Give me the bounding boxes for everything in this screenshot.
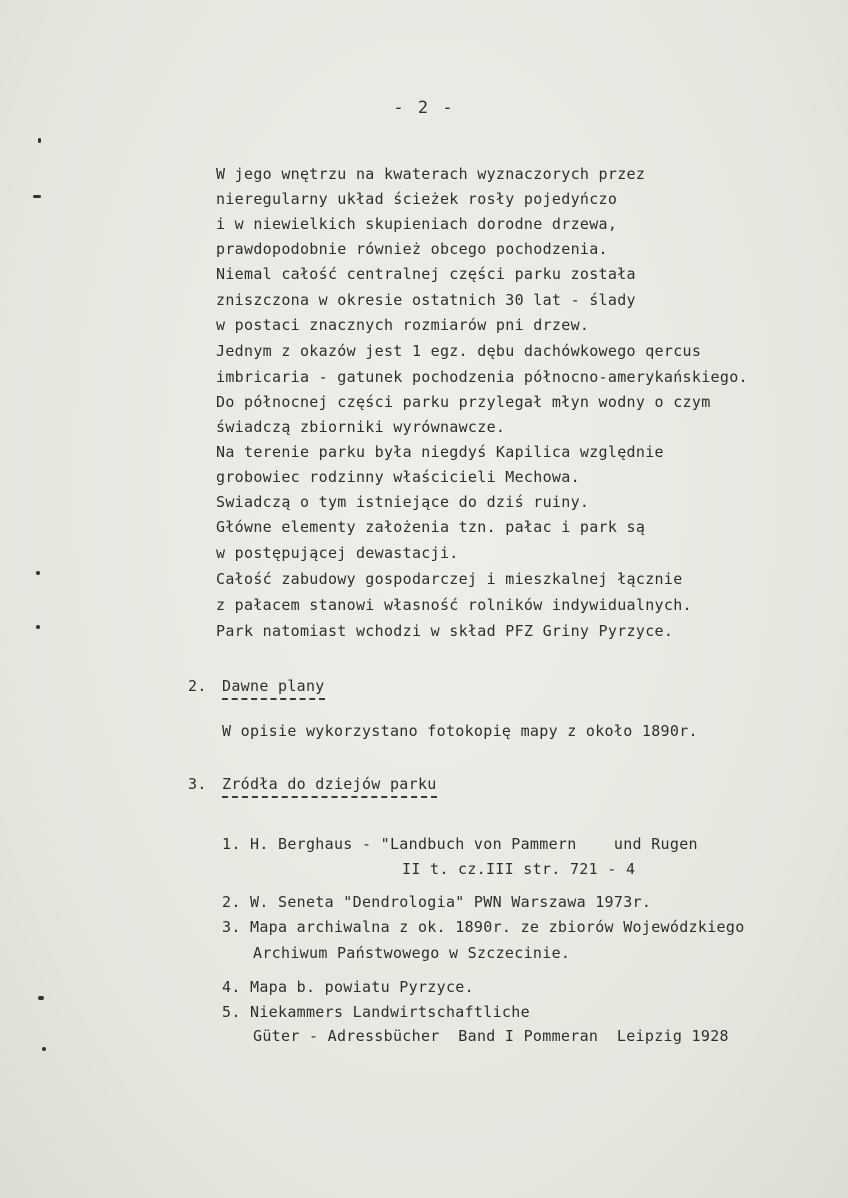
body-line: nieregularny układ ścieżek rosły pojedyńczo [216, 190, 618, 208]
body-line: świadczą zbiorniki wyrównawcze. [216, 418, 506, 436]
body-line: Do północnej części parku przylegał młyn wodny o czym [216, 393, 711, 411]
section-number: 3. [188, 775, 207, 793]
body-line: imbricaria - gatunek pochodzenia północno-amerykańskiego. [216, 368, 748, 386]
margin-mark [38, 996, 44, 1000]
body-line: zniszczona w okresie ostatnich 30 lat - ślady [216, 291, 636, 309]
body-line: z pałacem stanowi własność rolników indywidualnych. [216, 596, 692, 614]
page-number: - 2 - [393, 98, 455, 118]
body-line: w postępującej dewastacji. [216, 544, 459, 562]
section-text: W opisie wykorzystano fotokopię mapy z około 1890r. [222, 722, 698, 740]
body-line: W jego wnętrzu na kwaterach wyznaczorych przez [216, 165, 646, 183]
section-number: 2. [188, 677, 207, 695]
margin-mark [36, 571, 40, 575]
source-item-continuation: Archiwum Państwowego w Szczecinie. [253, 944, 571, 962]
margin-mark [33, 195, 41, 198]
body-line: Główne elementy założenia tzn. pałac i park są [216, 518, 646, 536]
source-item-continuation: II t. cz.III str. 721 - 4 [402, 860, 636, 878]
section-heading: Zródła do dziejów parku [222, 775, 437, 798]
section-heading: Dawne plany [222, 677, 325, 700]
source-item: 2. W. Seneta "Dendrologia" PWN Warszawa 1973r. [222, 893, 652, 911]
margin-mark [36, 625, 40, 629]
source-item: 4. Mapa b. powiatu Pyrzyce. [222, 978, 474, 996]
body-line: w postaci znacznych rozmiarów pni drzew. [216, 316, 590, 334]
body-line: Na terenie parku była niegdyś Kapilica względnie [216, 443, 664, 461]
body-line: prawdopodobnie również obcego pochodzenia. [216, 240, 608, 258]
body-line: Park natomiast wchodzi w skład PFZ Griny Pyrzyce. [216, 622, 674, 640]
source-item: 1. H. Berghaus - "Landbuch von Pammern und Rugen [222, 835, 698, 853]
body-line: Jednym z okazów jest 1 egz. dębu dachówkowego qercus [216, 342, 702, 360]
body-line: i w niewielkich skupieniach dorodne drzewa, [216, 215, 618, 233]
source-item-continuation: Güter - Adressbücher Band I Pommeran Leipzig 1928 [253, 1027, 729, 1045]
margin-mark [38, 138, 41, 143]
body-line: Niemal całość centralnej części parku została [216, 265, 636, 283]
source-item: 3. Mapa archiwalna z ok. 1890r. ze zbiorów Wojewódzkiego [222, 918, 745, 936]
body-line: grobowiec rodzinny właścicieli Mechowa. [216, 468, 580, 486]
margin-mark [42, 1047, 46, 1051]
body-line: Swiadczą o tym istniejące do dziś ruiny. [216, 493, 590, 511]
source-item: 5. Niekammers Landwirtschaftliche [222, 1003, 530, 1021]
body-line: Całość zabudowy gospodarczej i mieszkalnej łącznie [216, 570, 683, 588]
